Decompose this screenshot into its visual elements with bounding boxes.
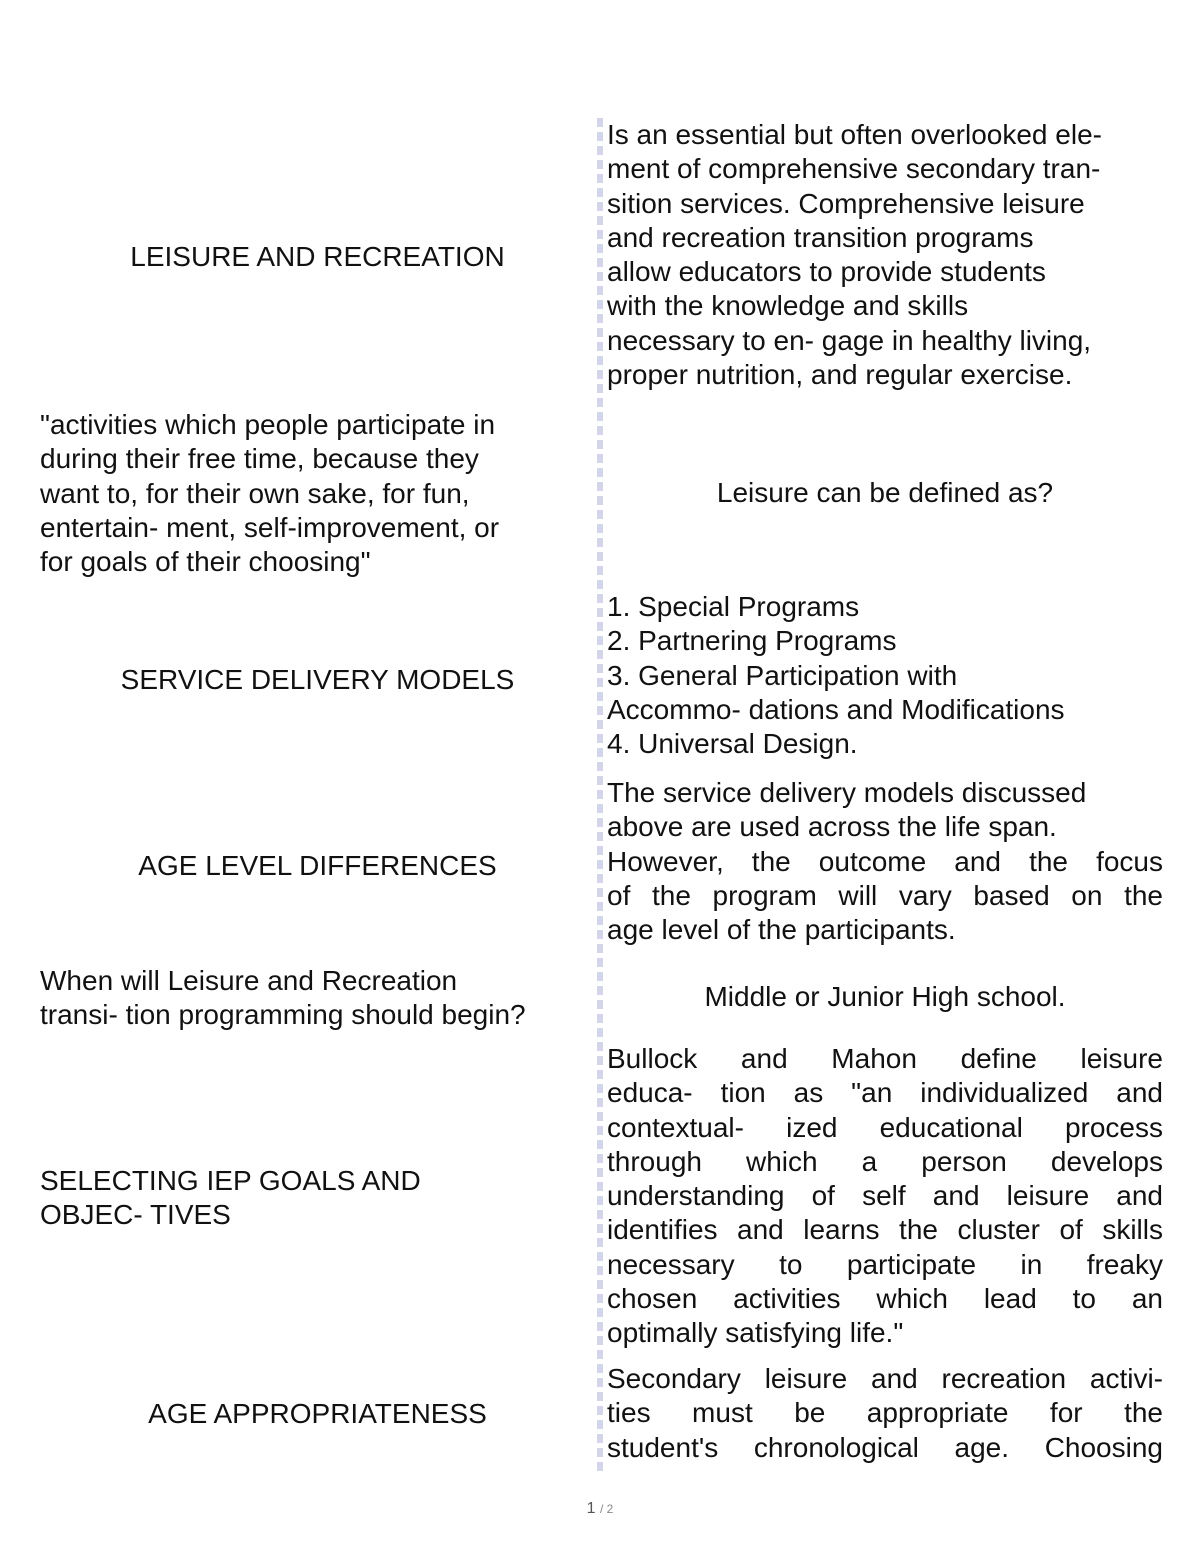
definition-line: student's chronological age. Choosing	[607, 1431, 1163, 1463]
term-text: SERVICE DELIVERY MODELS	[120, 663, 515, 695]
definition-line: The service delivery models discussed	[607, 777, 1087, 808]
definition-line: with the knowledge and skills	[607, 290, 969, 322]
page-total: / 2	[600, 1502, 614, 1516]
definition-line: Bullock and Mahon define leisure	[607, 1043, 1163, 1074]
term-age-appropriateness	[40, 1362, 595, 1466]
definition-line: and recreation transition programs	[607, 221, 1034, 253]
definition-line: 1. Special Programs	[607, 591, 860, 622]
term-text: AGE LEVEL DIFFERENCES	[138, 849, 497, 881]
definition-service-delivery-models	[607, 590, 1163, 770]
term-text: AGE APPROPRIATENESS	[148, 1397, 487, 1429]
definition-line: Secondary leisure and recreation activi-	[607, 1363, 1163, 1394]
definition-line: allow educators to provide students	[607, 256, 1046, 288]
definition-line: understanding of self and leisure and	[607, 1180, 1163, 1212]
term-line: want to, for their own sake, for fun,	[40, 477, 470, 509]
definition-line: necessary to en- gage in healthy living,	[607, 324, 1092, 356]
term-line: OBJEC- TIVES	[40, 1199, 231, 1230]
page-current: 1	[586, 1500, 596, 1517]
definition-leisure-and-recreation	[607, 118, 1163, 396]
term-age-level-differences	[40, 776, 595, 956]
definition-line: necessary to participate in freaky	[607, 1248, 1163, 1280]
definition-line: However, the outcome and the focus	[607, 845, 1163, 877]
definition-line: of the program will vary based on the	[607, 879, 1163, 911]
definition-line: 3. General Participation with	[607, 659, 958, 691]
term-line: When will Leisure and Recreation	[40, 965, 458, 996]
term-line: for goals of their choosing"	[40, 546, 371, 578]
definition-line: age level of the participants.	[607, 914, 956, 946]
term-line: SELECTING IEP GOALS AND	[40, 1164, 421, 1196]
definition-selecting-iep-goals	[607, 1042, 1163, 1354]
term-leisure-and-recreation	[40, 118, 595, 396]
term-line: entertain- ment, self-improvement, or	[40, 511, 500, 543]
definition-text: Leisure can be defined as?	[716, 476, 1054, 508]
term-text: LEISURE AND RECREATION	[130, 240, 505, 272]
definition-line: ment of comprehensive secondary tran-	[607, 153, 1101, 185]
term-line: transi- tion programming should begin?	[40, 999, 526, 1031]
term-when-begin	[40, 964, 595, 1034]
definition-line: contextual- ized educational process	[607, 1111, 1163, 1143]
definition-age-appropriateness	[607, 1362, 1163, 1472]
term-line: during their free time, because they	[40, 443, 479, 475]
definition-line: sition services. Comprehensive leisure	[607, 187, 1085, 219]
definition-line: educa- tion as "an individualized and	[607, 1077, 1163, 1109]
definition-line: optimally satisfying life."	[607, 1317, 904, 1349]
column-divider	[597, 118, 603, 1476]
definition-line: Is an essential but often overlooked ele-	[607, 119, 1102, 150]
term-line: "activities which people participate in	[40, 409, 496, 440]
term-selecting-iep-goals	[40, 1042, 595, 1354]
definition-text: Middle or Junior High school.	[704, 980, 1066, 1012]
definition-age-level-differences	[607, 776, 1163, 956]
definition-line: chosen activities which lead to an	[607, 1283, 1163, 1315]
definition-line: above are used across the life span.	[607, 811, 1057, 843]
page-indicator	[0, 1500, 1200, 1518]
definition-when-begin	[607, 962, 1163, 1032]
definition-line: Accommo- dations and Modifications	[607, 693, 1065, 725]
definition-line: proper nutrition, and regular exercise.	[607, 359, 1073, 391]
term-service-delivery-models	[40, 590, 595, 770]
definition-line: identifies and learns the cluster of skills	[607, 1214, 1163, 1246]
term-leisure-quote	[40, 408, 595, 583]
definition-line: 2. Partnering Programs	[607, 625, 897, 657]
definition-line: through which a person develops	[607, 1145, 1163, 1177]
definition-line: ties must be appropriate for the	[607, 1397, 1163, 1429]
definition-line: 4. Universal Design.	[607, 728, 858, 760]
definition-leisure-question	[607, 408, 1163, 578]
